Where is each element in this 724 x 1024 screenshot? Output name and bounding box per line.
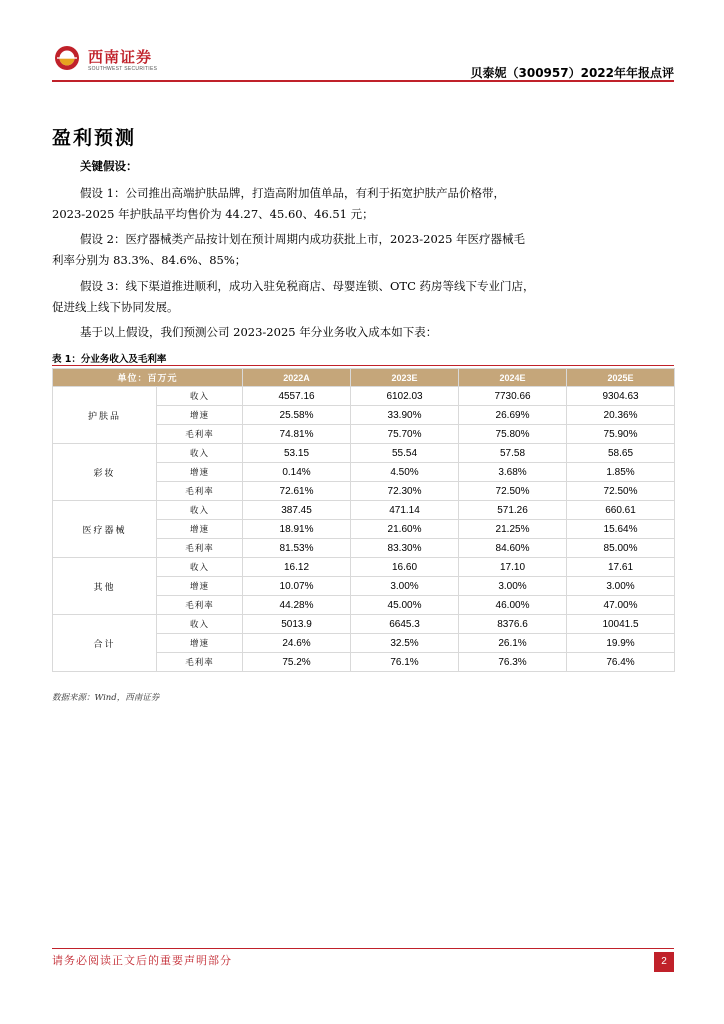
header-year: 2025E [567,369,675,387]
cell-value: 75.70% [351,425,459,444]
cell-value: 6645.3 [351,615,459,634]
brand-name-cn: 西南证券 [88,48,153,66]
cell-value: 45.00% [351,596,459,615]
cell-value: 76.1% [351,653,459,672]
cell-value: 1.85% [567,463,675,482]
segment-name: 其他 [53,558,157,615]
cell-value: 72.50% [567,482,675,501]
assumption-3 [52,276,662,318]
metric-label: 增速 [157,577,243,596]
cell-value: 3.00% [459,577,567,596]
metric-label: 收入 [157,444,243,463]
disclaimer-note: 请务必阅读正文后的重要声明部分 [52,954,232,967]
footer-divider [52,948,674,949]
cell-value: 3.68% [459,463,567,482]
cell-value: 18.91% [243,520,351,539]
cell-value: 4.50% [351,463,459,482]
cell-value: 10041.5 [567,615,675,634]
table-row [53,444,675,463]
header-year: 2022A [243,369,351,387]
cell-value: 83.30% [351,539,459,558]
forecast-basis [52,322,662,343]
cell-value: 81.53% [243,539,351,558]
cell-value: 9304.63 [567,387,675,406]
metric-label: 收入 [157,615,243,634]
assumption-3-line-2: 促进线上线下协同发展。 [52,300,179,314]
cell-value: 3.00% [351,577,459,596]
cell-value: 75.2% [243,653,351,672]
table-row [53,615,675,634]
metric-label: 毛利率 [157,425,243,444]
forecast-basis-text: 基于以上假设，我们预测公司 2023-2025 年分业务收入成本如下表： [80,325,438,339]
table-row [53,501,675,520]
header-unit: 单位：百万元 [53,369,243,387]
cell-value: 25.58% [243,406,351,425]
cell-value: 10.07% [243,577,351,596]
cell-value: 387.45 [243,501,351,520]
cell-value: 26.1% [459,634,567,653]
cell-value: 75.80% [459,425,567,444]
cell-value: 0.14% [243,463,351,482]
assumption-3-line-1: 假设 3：线下渠道推进顺利，成功入驻免税商店、母婴连锁、OTC 药房等线下专业门店， [80,279,535,293]
cell-value: 46.00% [459,596,567,615]
cell-value: 660.61 [567,501,675,520]
cell-value: 21.60% [351,520,459,539]
cell-value: 76.4% [567,653,675,672]
metric-label: 增速 [157,634,243,653]
cell-value: 7730.66 [459,387,567,406]
cell-value: 76.3% [459,653,567,672]
segment-name: 合计 [53,615,157,672]
cell-value: 471.14 [351,501,459,520]
metric-label: 增速 [157,463,243,482]
cell-value: 72.61% [243,482,351,501]
metric-label: 收入 [157,558,243,577]
metric-label: 增速 [157,406,243,425]
assumption-2-line-2: 利率分别为 83.3%、84.6%、85%； [52,253,247,267]
section-title: 盈利预测 [52,127,137,149]
cell-value: 16.12 [243,558,351,577]
page-header [52,40,674,84]
metric-label: 毛利率 [157,596,243,615]
cell-value: 47.00% [567,596,675,615]
cell-value: 15.64% [567,520,675,539]
assumption-1 [52,183,662,225]
cell-value: 75.90% [567,425,675,444]
cell-value: 72.30% [351,482,459,501]
key-assumptions-heading: 关键假设： [80,159,138,173]
metric-label: 毛利率 [157,482,243,501]
cell-value: 58.65 [567,444,675,463]
metric-label: 收入 [157,501,243,520]
cell-value: 33.90% [351,406,459,425]
cell-value: 6102.03 [351,387,459,406]
cell-value: 53.15 [243,444,351,463]
cell-value: 26.69% [459,406,567,425]
cell-value: 44.28% [243,596,351,615]
cell-value: 5013.9 [243,615,351,634]
cell-value: 17.61 [567,558,675,577]
table-row [53,387,675,406]
cell-value: 20.36% [567,406,675,425]
metric-label: 收入 [157,387,243,406]
cell-value: 19.9% [567,634,675,653]
table-caption-divider [52,365,674,366]
assumption-2-line-1: 假设 2：医疗器械类产品按计划在预计周期内成功获批上市，2023-2025 年医疗器械毛 [80,232,526,246]
assumption-1-line-1: 假设 1：公司推出高端护肤品牌，打造高附加值单品，有利于拓宽护肤产品价格带， [80,186,505,200]
assumption-1-line-2: 2023-2025 年护肤品平均售价为 44.27、45.60、46.51 元； [52,207,374,221]
cell-value: 4557.16 [243,387,351,406]
metric-label: 增速 [157,520,243,539]
segment-forecast-table [52,368,675,672]
table-caption: 表 1：分业务收入及毛利率 [52,354,167,365]
assumption-2 [52,229,662,271]
header-year: 2023E [351,369,459,387]
cell-value: 72.50% [459,482,567,501]
cell-value: 3.00% [567,577,675,596]
page-number: 2 [654,952,674,972]
cell-value: 55.54 [351,444,459,463]
header-year: 2024E [459,369,567,387]
report-title: 贝泰妮（300957）2022年年报点评 [470,66,674,80]
header-divider [52,80,674,82]
data-source: 数据来源：Wind，西南证券 [52,693,160,703]
cell-value: 8376.6 [459,615,567,634]
table-row [53,558,675,577]
cell-value: 571.26 [459,501,567,520]
cell-value: 85.00% [567,539,675,558]
segment-name: 医疗器械 [53,501,157,558]
cell-value: 16.60 [351,558,459,577]
cell-value: 57.58 [459,444,567,463]
segment-name: 护肤品 [53,387,157,444]
cell-value: 32.5% [351,634,459,653]
cell-value: 21.25% [459,520,567,539]
brand-name-en: SOUTHWEST SECURITIES [88,66,158,72]
cell-value: 84.60% [459,539,567,558]
metric-label: 毛利率 [157,653,243,672]
logo-icon [54,45,80,71]
cell-value: 17.10 [459,558,567,577]
cell-value: 24.6% [243,634,351,653]
segment-name: 彩妆 [53,444,157,501]
cell-value: 74.81% [243,425,351,444]
metric-label: 毛利率 [157,539,243,558]
table-header-row [53,369,675,387]
